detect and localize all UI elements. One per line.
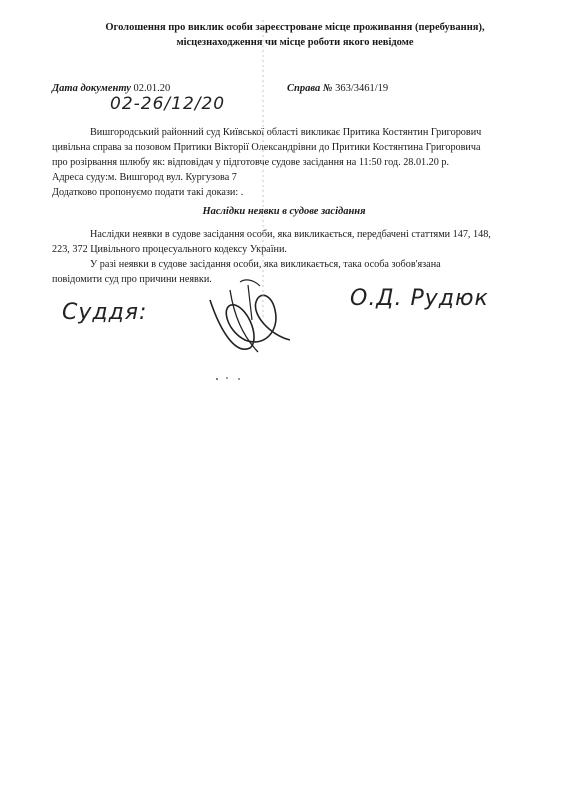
handwritten-judge-role: Суддя: xyxy=(62,300,148,325)
case-number xyxy=(287,83,388,94)
body-line-3: про розірвання шлюбу як: відповідач у підготовче судове засідання на 11:50 год. 28.01.20 р. xyxy=(52,157,450,168)
consequences-para2-line2: повідомити суд про причини неявки. xyxy=(52,274,212,285)
document-title xyxy=(40,20,550,50)
date-label: Дата документу xyxy=(52,83,131,94)
handwritten-judge-name: О.Д. Рудюк xyxy=(350,286,489,311)
consequences-para2-line1: У разі неявки в судове засідання особи, яка викликається, така особа зобов'язана xyxy=(90,259,441,270)
document-date xyxy=(52,83,170,94)
handwritten-registration-number: 02-26/12/20 xyxy=(110,94,226,114)
scan-specks xyxy=(215,374,255,384)
body-line-1: Вишгородський районний суд Київської області викликає Притика Костянтин Григорович xyxy=(90,127,482,138)
case-label: Справа № xyxy=(287,83,333,94)
fold-line xyxy=(260,20,266,320)
body-line-5: Додатково пропонуємо подати такі докази: . xyxy=(52,187,244,198)
consequences-para1-line2: 223, 372 Цивільного процесуального кодексу України. xyxy=(52,244,287,255)
title-line-1: Оголошення про виклик особи зареєстроване місце проживання (перебування), xyxy=(105,22,485,33)
consequences-heading: Наслідки неявки в судове засідання xyxy=(202,206,366,217)
body-line-4: Адреса суду:м. Вишгород вул. Кургузова 7 xyxy=(52,172,237,183)
signature-scribble xyxy=(190,260,310,370)
consequences-para1-line1: Наслідки неявки в судове засідання особи, яка викликається, передбачені статтями 147, 148, xyxy=(90,229,491,240)
body-line-2: цивільна справа за позовом Притики Вікторії Олександрівни до Притики Костянтина Григоровича xyxy=(52,142,481,153)
title-line-2: місцезнаходження чи місце роботи якого невідоме xyxy=(176,37,414,48)
date-value: 02.01.20 xyxy=(133,83,171,94)
case-value: 363/3461/19 xyxy=(335,83,389,94)
